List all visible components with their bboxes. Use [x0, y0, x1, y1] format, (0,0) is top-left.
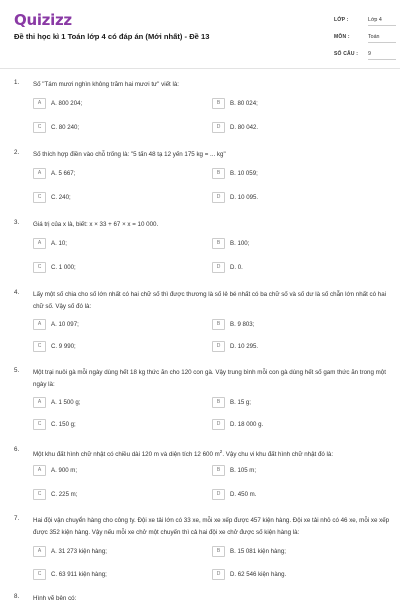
page-title: Đề thi học kì 1 Toán lớp 4 có đáp án (Mới nhất) - Đề 13	[14, 32, 210, 41]
option-c[interactable]	[33, 340, 76, 352]
header-divider	[0, 68, 400, 69]
quizizz-logo: Quizizz	[14, 11, 72, 29]
option-d[interactable]	[212, 261, 243, 273]
option-d[interactable]	[212, 568, 286, 580]
option-text: B. 105 m;	[230, 466, 257, 474]
question-text: Lấy một số chia cho số lớn nhất có hai chữ số thì được thương là số lẻ bé nhất có ba chữ số và số dư là số chẵn lớn nhất có hai chữ số. Vậy số đó là:	[33, 291, 387, 310]
question-text: Một trại nuôi gà mỗi ngày dùng hết 18 kg thức ăn cho 120 con gà. Vậy trung bình mỗi con gà dùng hết số gam thức ăn trong một ngày là:	[33, 369, 386, 388]
option-text: D. 450 m.	[230, 490, 257, 498]
superscript: 2	[219, 449, 223, 454]
option-letter: A	[33, 98, 46, 109]
option-a[interactable]	[33, 464, 77, 476]
option-text: D. 62 546 kiện hàng.	[230, 570, 287, 578]
option-letter: C	[33, 122, 46, 133]
option-letter: C	[33, 262, 46, 273]
meta-value: Lớp 4	[368, 17, 396, 26]
option-letter: B	[212, 397, 225, 408]
option-letter: A	[33, 465, 46, 476]
option-letter: D	[212, 569, 225, 580]
question-text	[33, 446, 393, 461]
option-letter: A	[33, 168, 46, 179]
option-letter: C	[33, 489, 46, 500]
meta-row-class	[248, 14, 388, 31]
option-a[interactable]	[33, 396, 80, 408]
option-letter: B	[212, 546, 225, 557]
question-number: 5.	[14, 367, 20, 374]
option-letter: D	[212, 192, 225, 203]
option-text: B. 80 024;	[230, 99, 258, 107]
option-text: A. 1 500 g;	[51, 398, 81, 406]
option-letter: A	[33, 319, 46, 330]
option-letter: D	[212, 419, 225, 430]
meta-panel	[248, 14, 388, 65]
option-text: C. 9 990;	[51, 342, 76, 350]
option-b[interactable]	[212, 464, 256, 476]
option-text: B. 100;	[230, 239, 250, 247]
option-letter: B	[212, 238, 225, 249]
option-text: D. 80 042.	[230, 123, 259, 131]
option-text: D. 10 295.	[230, 342, 259, 350]
option-c[interactable]	[33, 261, 76, 273]
option-letter: C	[33, 419, 46, 430]
meta-label: LỚP :	[334, 17, 349, 23]
option-text: B. 10 059;	[230, 169, 258, 177]
option-letter: D	[212, 122, 225, 133]
option-letter: D	[212, 262, 225, 273]
option-a[interactable]	[33, 318, 79, 330]
option-letter: B	[212, 465, 225, 476]
option-a[interactable]	[33, 167, 75, 179]
question-text: Số thích hợp điền vào chỗ trống là: "5 tấn 48 tạ 12 yến 175 kg = ... kg"	[33, 151, 226, 158]
question-text: Số "Tám mươi nghìn không trăm hai mươi tư" viết là:	[33, 81, 179, 88]
option-d[interactable]	[212, 488, 256, 500]
option-text: B. 15 g;	[230, 398, 252, 406]
option-d[interactable]	[212, 121, 258, 133]
option-b[interactable]	[212, 237, 249, 249]
question-number: 1.	[14, 79, 20, 86]
option-c[interactable]	[33, 568, 107, 580]
option-b[interactable]	[212, 318, 254, 330]
meta-row-subject	[248, 31, 388, 48]
question-number: 7.	[14, 515, 20, 522]
option-b[interactable]	[212, 396, 251, 408]
option-text: B. 9 803;	[230, 320, 255, 328]
option-letter: A	[33, 397, 46, 408]
option-letter: B	[212, 168, 225, 179]
option-c[interactable]	[33, 121, 79, 133]
option-text: D. 18 000 g.	[230, 420, 264, 428]
question-text: Hai đội vận chuyển hàng cho công ty. Đội xe tải lớn có 33 xe, mỗi xe xếp được 457 kiện hàng. Đội xe tải nhỏ có 46 xe, mỗi xe xếp được 352 kiện hàng. Vậy nếu mỗi xe chở một chuyến thì cả hai đội xe chở được số kiện hàng là:	[33, 517, 390, 536]
option-text: C. 150 g;	[51, 420, 76, 428]
option-text: C. 225 m;	[51, 490, 78, 498]
option-letter: D	[212, 341, 225, 352]
option-b[interactable]	[212, 167, 258, 179]
option-letter: D	[212, 489, 225, 500]
option-text: C. 1 000;	[51, 263, 76, 271]
option-b[interactable]	[212, 97, 258, 109]
question-number: 3.	[14, 219, 20, 226]
option-text: C. 63 911 kiện hàng;	[51, 570, 107, 578]
meta-label: MÔN :	[334, 34, 350, 40]
question-text: Giá trị của x là, biết: x × 33 + 67 × x = 10 000.	[33, 221, 159, 228]
option-text: D. 0.	[230, 263, 243, 271]
option-b[interactable]	[212, 545, 286, 557]
option-text: A. 5 667;	[51, 169, 76, 177]
option-letter: C	[33, 192, 46, 203]
question-text-part: Một khu đất hình chữ nhật có chiều dài 120 m và diện tích 12 600 m	[33, 451, 220, 459]
option-text: A. 10 097;	[51, 320, 79, 328]
option-letter: C	[33, 569, 46, 580]
meta-value: 9	[368, 51, 396, 60]
question-number: 4.	[14, 289, 20, 296]
option-text: A. 10;	[51, 239, 67, 247]
meta-value: Toán	[368, 34, 396, 43]
option-letter: A	[33, 238, 46, 249]
question-text-part: . Vậy chu vi khu đất hình chữ nhật đó là:	[222, 451, 334, 459]
question-text: Hình vẽ bên có:	[33, 595, 77, 600]
question-number: 6.	[14, 446, 20, 453]
option-c[interactable]	[33, 488, 77, 500]
option-text: B. 15 081 kiện hàng;	[230, 547, 286, 555]
meta-label: SỐ CÂU :	[334, 51, 359, 57]
question-number: 8.	[14, 593, 20, 600]
option-letter: B	[212, 98, 225, 109]
option-a[interactable]	[33, 237, 67, 249]
option-d[interactable]	[212, 191, 258, 203]
worksheet-header	[0, 0, 400, 68]
question-number: 2.	[14, 149, 20, 156]
option-letter: A	[33, 546, 46, 557]
option-d[interactable]	[212, 418, 263, 430]
option-a[interactable]	[33, 97, 82, 109]
option-d[interactable]	[212, 340, 258, 352]
option-text: A. 900 m;	[51, 466, 78, 474]
option-text: C. 240;	[51, 193, 71, 201]
option-c[interactable]	[33, 191, 71, 203]
option-a[interactable]	[33, 545, 107, 557]
option-text: C. 80 240;	[51, 123, 80, 131]
meta-row-count	[248, 48, 388, 65]
option-text: D. 10 095.	[230, 193, 259, 201]
option-text: A. 800 204;	[51, 99, 83, 107]
option-c[interactable]	[33, 418, 76, 430]
option-letter: C	[33, 341, 46, 352]
option-letter: B	[212, 319, 225, 330]
option-text: A. 31 273 kiện hàng;	[51, 547, 107, 555]
